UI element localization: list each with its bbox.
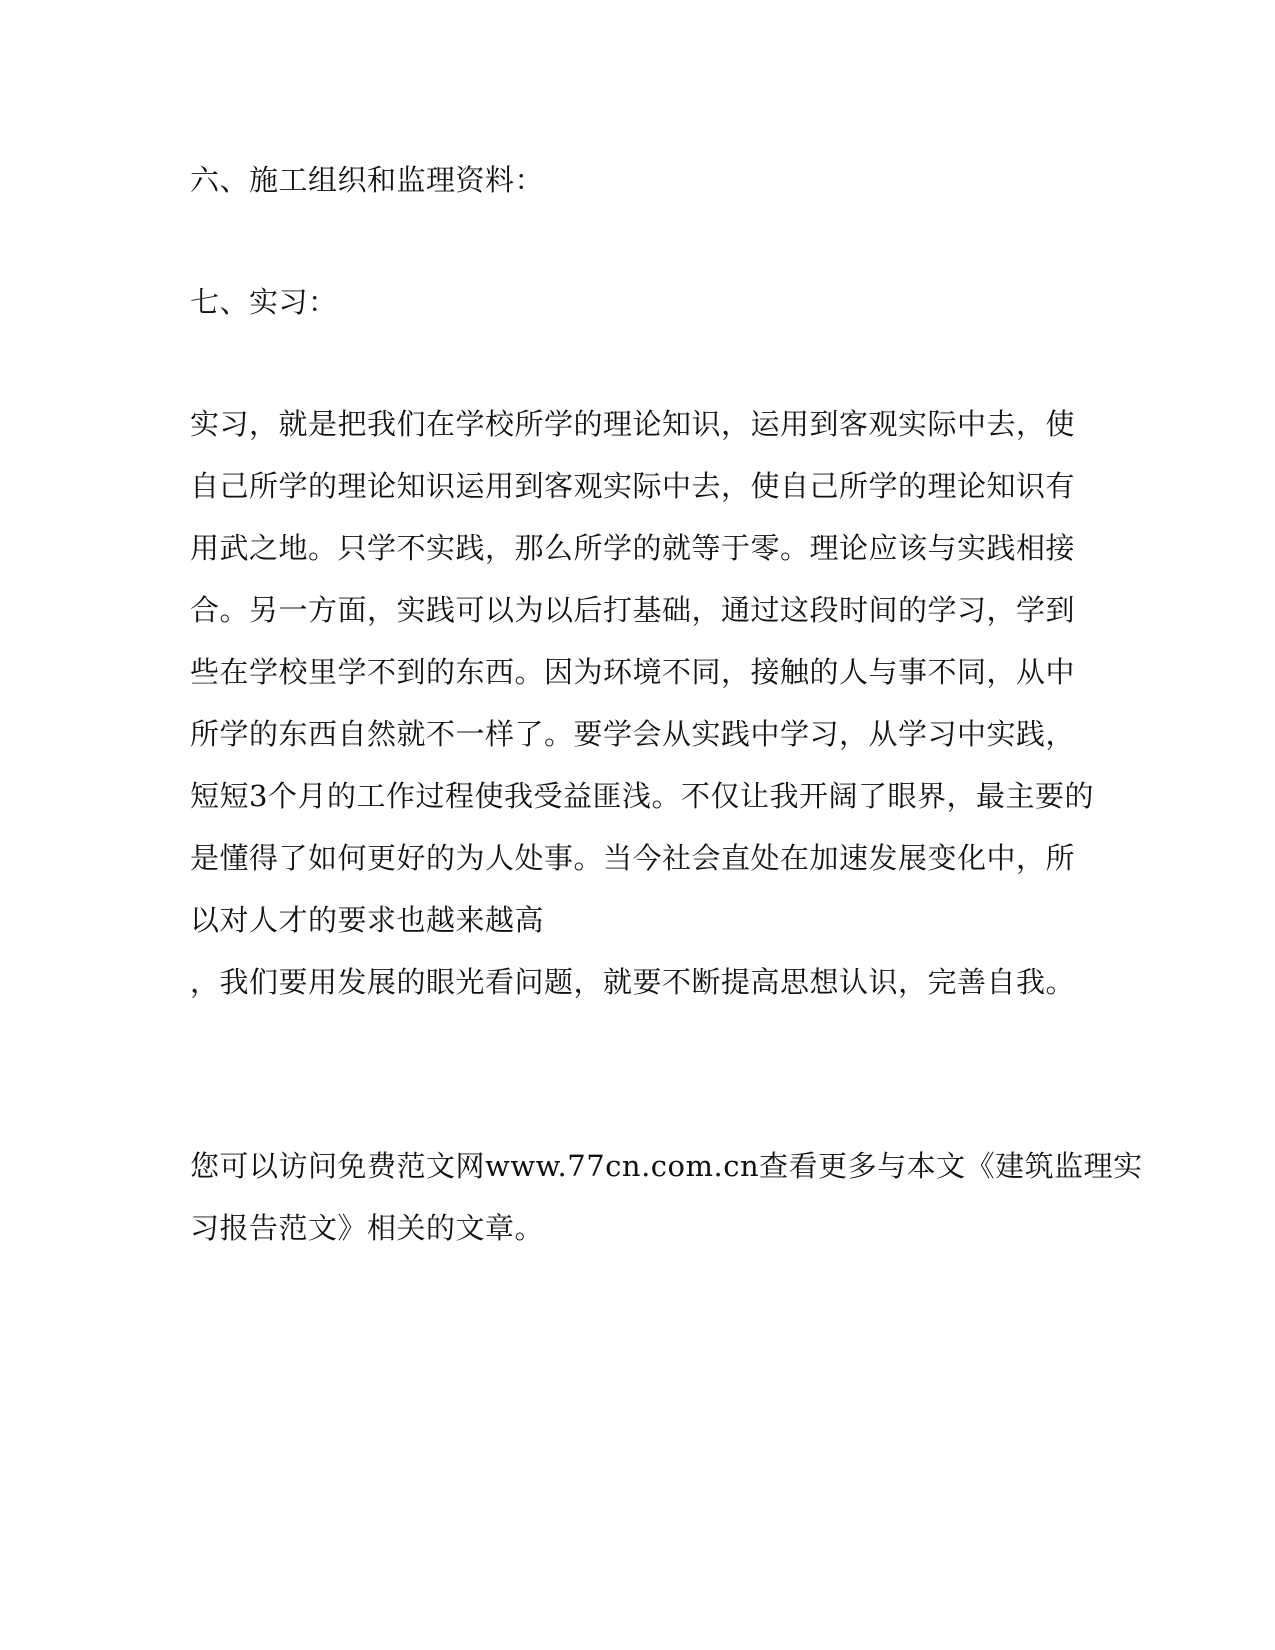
paragraph-line: 实习，就是把我们在学校所学的理论知识，运用到客观实际中去，使 (190, 407, 1076, 441)
footer-link-line: 您可以访问免费范文网www.77cn.com.cn查看更多与本文《建筑监理实 (190, 1149, 1143, 1183)
section-heading-six: 六、施工组织和监理资料： (190, 163, 545, 197)
paragraph-line: 以对人才的要求也越来越高 (190, 903, 545, 937)
paragraph-line: 自己所学的理论知识运用到客观实际中去，使自己所学的理论知识有 (190, 469, 1076, 503)
paragraph-line: 用武之地。只学不实践，那么所学的就等于零。理论应该与实践相接 (190, 531, 1076, 565)
paragraph-line: 短短3个月的工作过程使我受益匪浅。不仅让我开阔了眼界，最主要的 (190, 779, 1094, 813)
paragraph-line: 合。另一方面，实践可以为以后打基础，通过这段时间的学习，学到 (190, 593, 1076, 627)
paragraph-line: 是懂得了如何更好的为人处事。当今社会直处在加速发展变化中，所 (190, 841, 1076, 875)
paragraph-line: 些在学校里学不到的东西。因为环境不同，接触的人与事不同，从中 (190, 655, 1076, 689)
footer-link-line: 习报告范文》相关的文章。 (190, 1211, 545, 1245)
section-heading-seven: 七、实习： (190, 285, 338, 319)
paragraph-line: 所学的东西自然就不一样了。要学会从实践中学习，从学习中实践， (190, 717, 1076, 751)
paragraph-line: ，我们要用发展的眼光看问题，就要不断提高思想认识，完善自我。 (190, 965, 1076, 999)
